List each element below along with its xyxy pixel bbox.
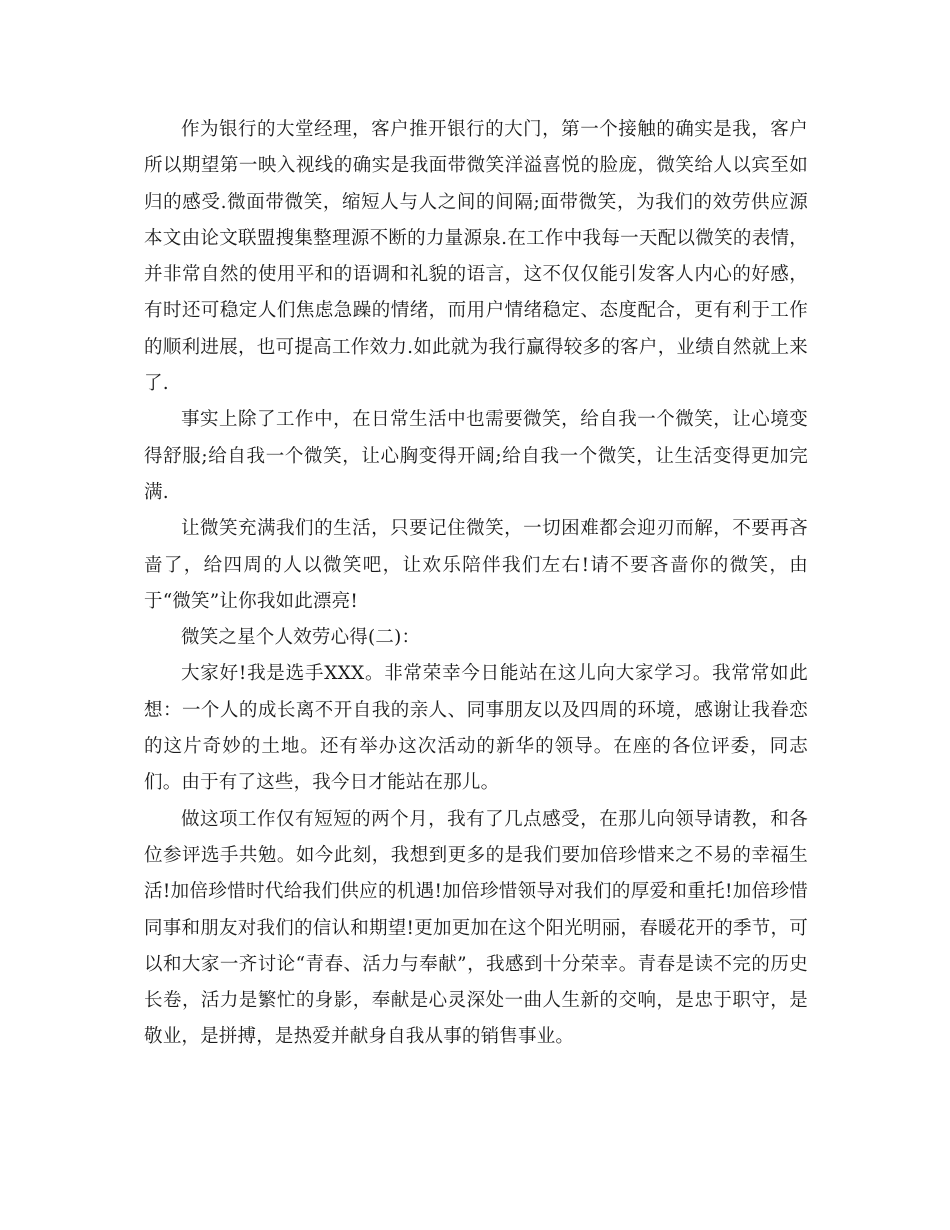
paragraph-2: 事实上除了工作中，在日常生活中也需要微笑，给自我一个微笑，让心境变得舒服;给自我一个微笑，让心胸变得开阔;给自我一个微笑，让生活变得更加完满. bbox=[144, 409, 808, 503]
section-heading: 微笑之星个人效劳心得(二)： bbox=[181, 627, 421, 649]
paragraph-5: 做这项工作仅有短短的两个月，我有了几点感受，在那儿向领导请教，和各位参评选手共勉。如今此刻，我想到更多的是我们要加倍珍惜来之不易的幸福生活!加倍珍惜时代给我们供应的机遇!加倍珍惜领导对我们的厚爱和重托!加倍珍惜同事和朋友对我们的信认和期望!更加更加在这个阳光明丽，春暖花开的季节，可以和大家一齐讨论“青春、活力与奉献”，我感到十分荣幸。青春是读不完的历史长卷，活力是繁忙的身影，奉献是心灵深处一曲人生新的交响，是忠于职守，是敬业，是拼搏，是热爱并献身自我从事的销售事业。 bbox=[144, 808, 808, 1048]
paragraph-4: 大家好!我是选手XXX。非常荣幸今日能站在这儿向大家学习。我常常如此想：一个人的成长离不开自我的亲人、同事朋友以及四周的环境，感谢让我眷恋的这片奇妙的土地。还有举办这次活动的新华的领导。在座的各位评委，同志们。由于有了这些，我今日才能站在那儿。 bbox=[144, 663, 808, 794]
document-page bbox=[144, 112, 808, 1056]
paragraph-1: 作为银行的大堂经理，客户推开银行的大门，第一个接触的确实是我，客户所以期望第一映入视线的确实是我面带微笑洋溢喜悦的脸庞，微笑给人以宾至如归的感受.微面带微笑，缩短人与人之间的间隔;面带微笑，为我们的效劳供应源本文由论文联盟搜集整理源不断的力量源泉.在工作中我每一天配以微笑的表情，并非常自然的使用平和的语调和礼貌的语言，这不仅仅能引发客人内心的好感，有时还可稳定人们焦虑急躁的情绪，而用户情绪稳定、态度配合，更有利于工作的顺利进展，也可提高工作效力.如此就为我行赢得较多的客户，业绩自然就上来了. bbox=[144, 119, 808, 395]
paragraph-3: 让微笑充满我们的生活，只要记住微笑，一切困难都会迎刃而解，不要再吝啬了，给四周的人以微笑吧，让欢乐陪伴我们左右!请不要吝啬你的微笑，由于“微笑”让你我如此漂亮! bbox=[144, 518, 808, 612]
